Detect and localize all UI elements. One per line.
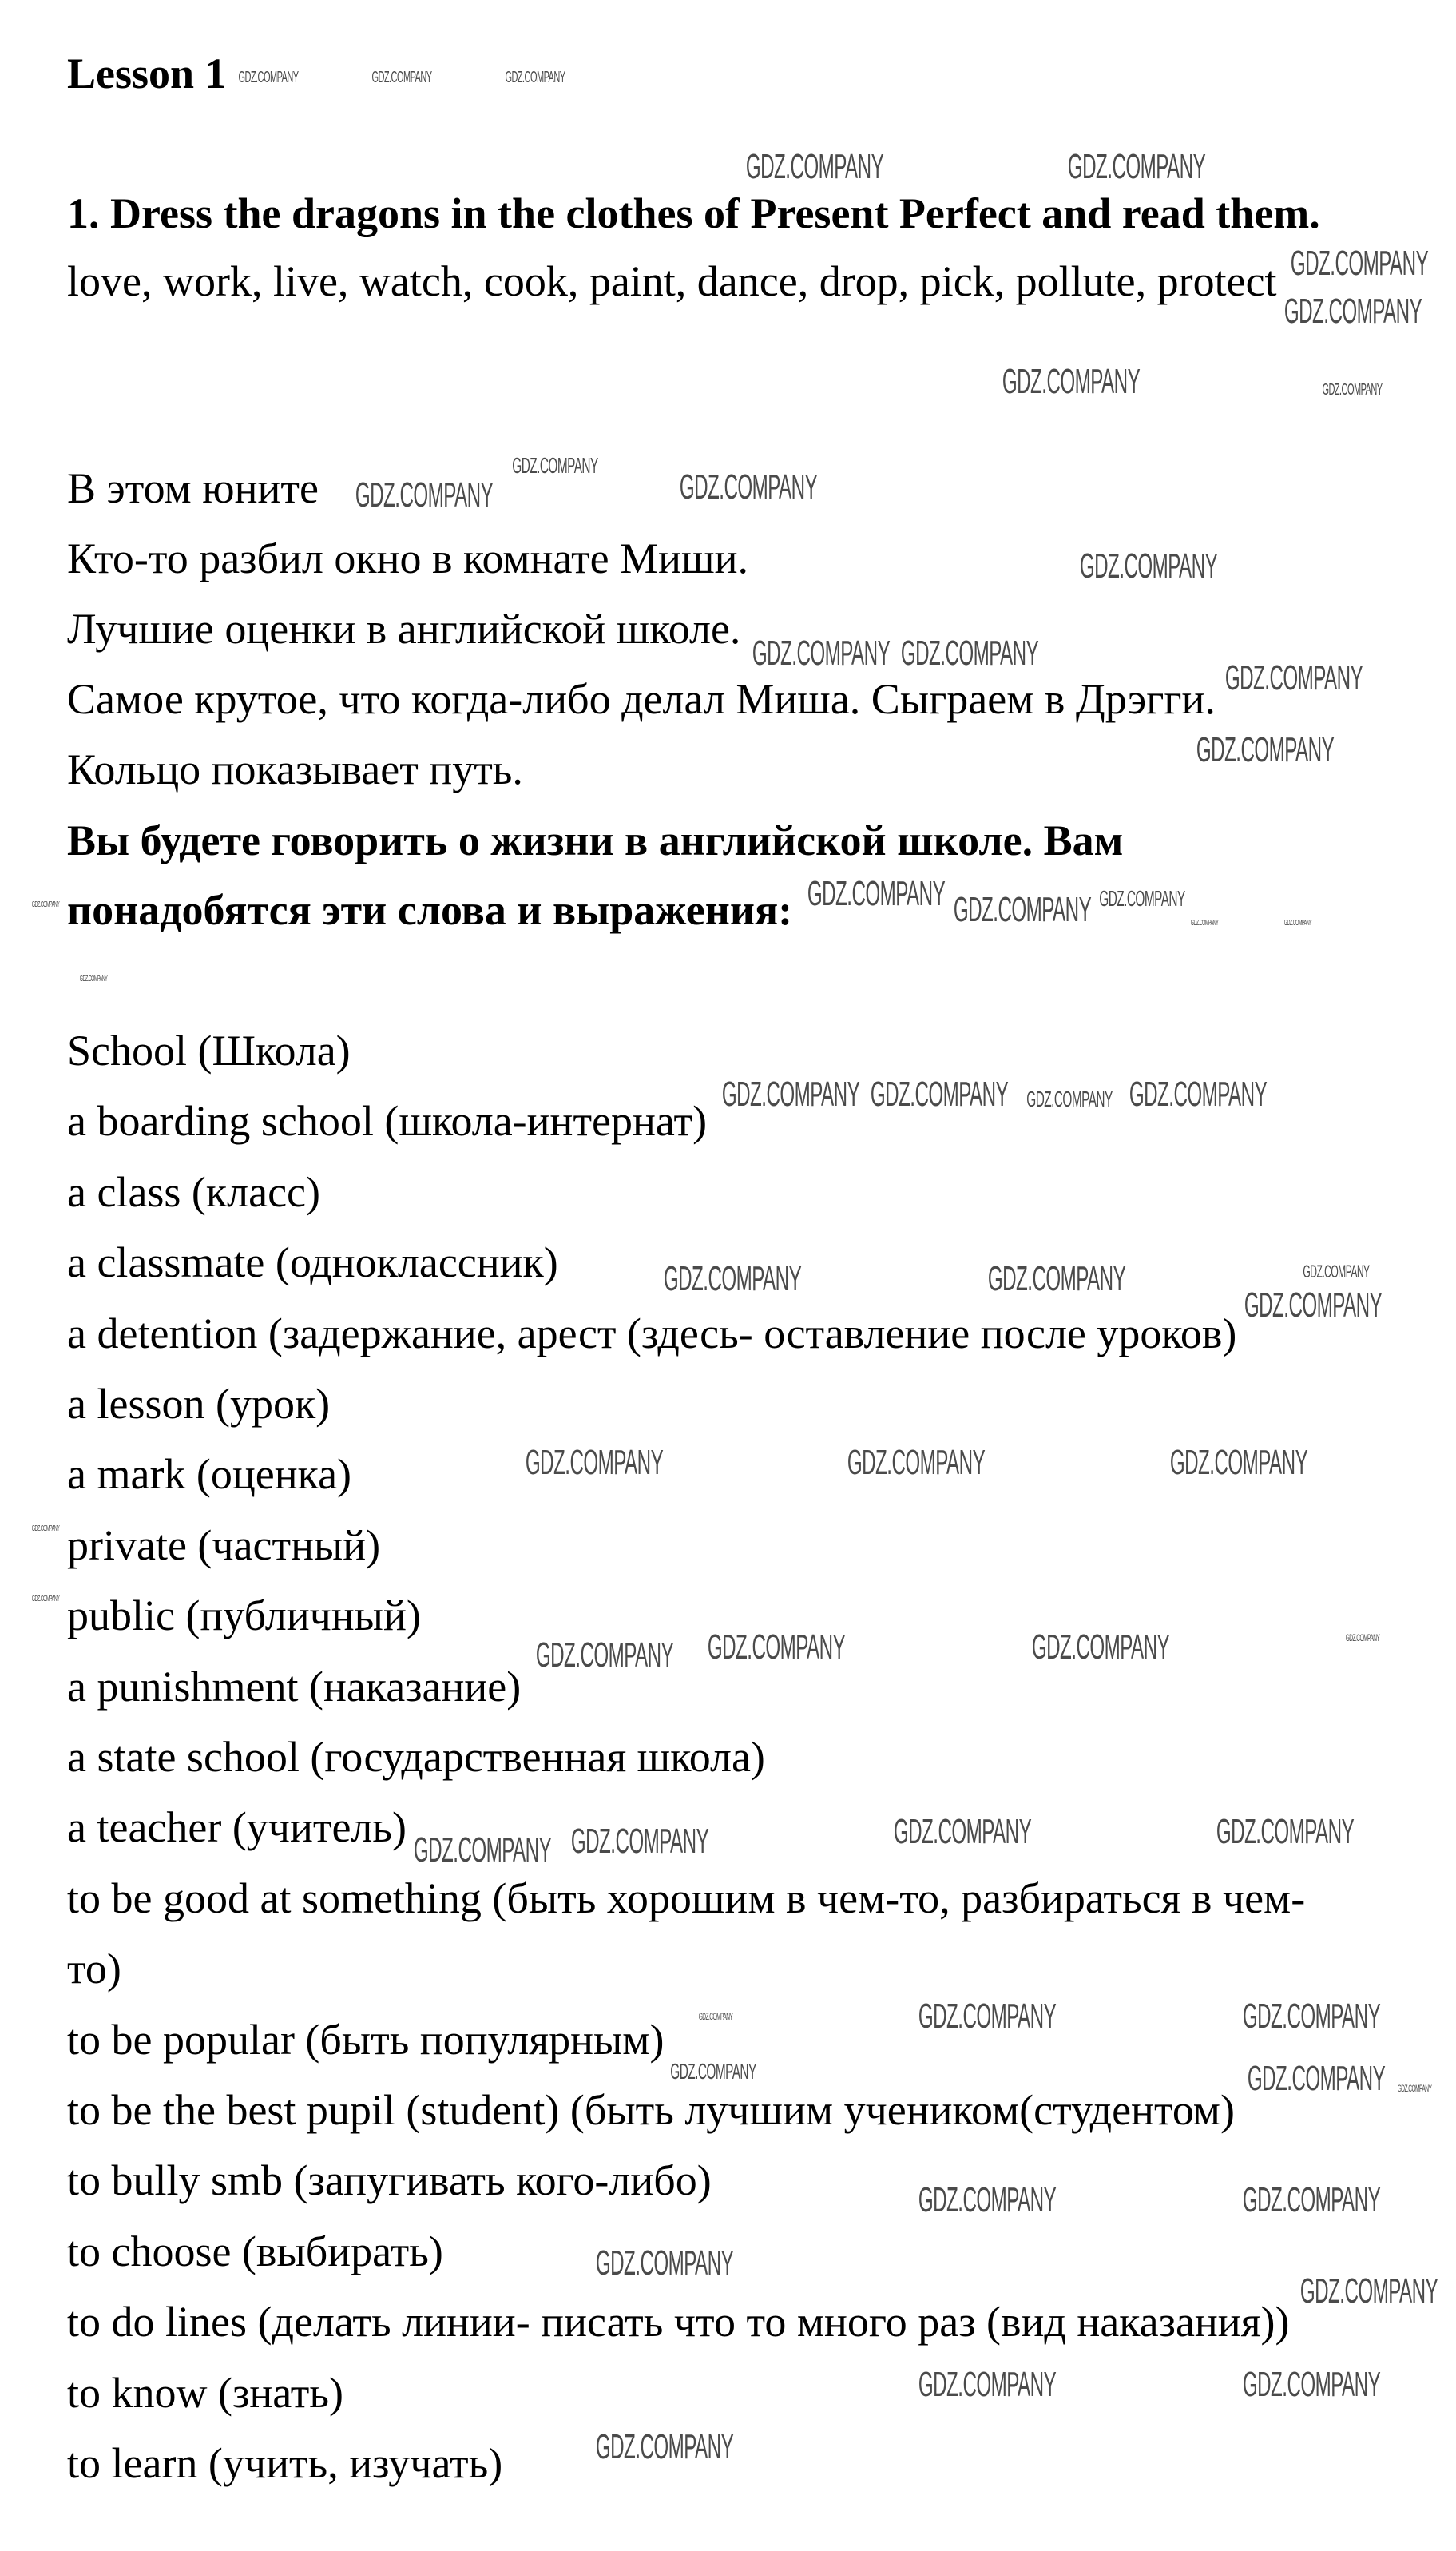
watermark: GDZ.COMPANY xyxy=(847,1443,986,1483)
text-line: a mark (оценка) xyxy=(67,1450,352,1499)
watermark: GDZ.COMPANY xyxy=(1303,1262,1370,1282)
watermark: GDZ.COMPANY xyxy=(893,1811,1032,1851)
watermark: GDZ.COMPANY xyxy=(1129,1074,1267,1114)
text-line: private (частный) xyxy=(67,1520,381,1569)
watermark: GDZ.COMPANY xyxy=(698,2010,733,2022)
watermark: GDZ.COMPANY xyxy=(1290,244,1429,284)
watermark: GDZ.COMPANY xyxy=(954,890,1092,930)
watermark: GDZ.COMPANY xyxy=(870,1074,1009,1114)
watermark: GDZ.COMPANY xyxy=(525,1443,663,1483)
watermark: GDZ.COMPANY xyxy=(1242,1996,1380,2036)
watermark: GDZ.COMPANY xyxy=(371,68,432,86)
watermark: GDZ.COMPANY xyxy=(238,68,299,86)
watermark: GDZ.COMPANY xyxy=(596,2427,734,2467)
watermark: GDZ.COMPANY xyxy=(1397,2083,1431,2095)
text-line: to choose (выбирать) xyxy=(67,2227,443,2275)
text-line: Кольцо показывает путь. xyxy=(67,745,523,793)
text-line: то) xyxy=(67,1945,121,1993)
watermark: GDZ.COMPANY xyxy=(1098,885,1185,911)
watermark: GDZ.COMPANY xyxy=(355,475,494,515)
watermark: GDZ.COMPANY xyxy=(721,1074,860,1114)
lesson-title: Lesson 1 xyxy=(67,50,227,97)
text-line: Самое крутое, что когда-либо делал Миша. Сыграем в Дрэгги. xyxy=(67,675,1216,723)
watermark: GDZ.COMPANY xyxy=(680,467,818,507)
watermark: GDZ.COMPANY xyxy=(807,873,945,913)
text-line: to be the best pupil (student) (быть лучшим учеником(студентом) xyxy=(67,2086,1235,2134)
watermark: GDZ.COMPANY xyxy=(918,1996,1057,2036)
watermark: GDZ.COMPANY xyxy=(1068,146,1206,186)
text-line: love, work, live, watch, cook, paint, dance, drop, pick, pollute, protect xyxy=(67,257,1277,305)
watermark: GDZ.COMPANY xyxy=(987,1258,1125,1298)
heading-line: 1. Dress the dragons in the clothes of Present Perfect and read them. xyxy=(67,189,1320,237)
watermark: GDZ.COMPANY xyxy=(511,452,598,478)
heading-line: Вы будете говорить о жизни в английской школе. Вам xyxy=(67,817,1124,864)
watermark: GDZ.COMPANY xyxy=(1190,918,1219,928)
text-line: a detention (задержание, арест (здесь- оставление после уроков) xyxy=(67,1309,1237,1357)
watermark: GDZ.COMPANY xyxy=(413,1830,552,1870)
watermark: GDZ.COMPANY xyxy=(708,1627,846,1667)
text-line: a punishment (наказание) xyxy=(67,1662,522,1711)
watermark: GDZ.COMPANY xyxy=(745,146,883,186)
text-line: to know (знать) xyxy=(67,2368,343,2417)
text-line: School (Школа) xyxy=(67,1027,351,1075)
watermark: GDZ.COMPANY xyxy=(80,974,108,983)
text-line: to do lines (делать линии- писать что то много раз (вид наказания)) xyxy=(67,2298,1290,2346)
watermark: GDZ.COMPANY xyxy=(1244,1285,1382,1325)
text-line: to be good at something (быть хорошим в чем-то, разбираться в чем- xyxy=(67,1874,1306,1922)
heading-line: понадобятся эти слова и выражения: xyxy=(67,886,793,934)
watermark: GDZ.COMPANY xyxy=(1242,2364,1380,2404)
text-line: a boarding school (школа-интернат) xyxy=(67,1097,708,1146)
text-line: to learn (учить, изучать) xyxy=(67,2439,503,2487)
watermark: GDZ.COMPANY xyxy=(1283,292,1422,332)
watermark: GDZ.COMPANY xyxy=(900,634,1039,674)
text-line: a lesson (урок) xyxy=(67,1380,331,1428)
text-line: Лучшие оценки в английской школе. xyxy=(67,605,741,653)
text-line: to be popular (быть популярным) xyxy=(67,2015,665,2064)
watermark: GDZ.COMPANY xyxy=(1170,1443,1308,1483)
watermark: GDZ.COMPANY xyxy=(596,2243,734,2283)
watermark: GDZ.COMPANY xyxy=(752,633,891,673)
watermark: GDZ.COMPANY xyxy=(670,2058,756,2084)
text-line: В этом юните xyxy=(67,464,319,512)
watermark: GDZ.COMPANY xyxy=(1026,1087,1113,1112)
watermark: GDZ.COMPANY xyxy=(918,2364,1057,2404)
watermark: GDZ.COMPANY xyxy=(1284,918,1312,928)
watermark: GDZ.COMPANY xyxy=(32,1524,60,1533)
watermark: GDZ.COMPANY xyxy=(1225,658,1363,697)
watermark: GDZ.COMPANY xyxy=(1300,2271,1438,2311)
watermark: GDZ.COMPANY xyxy=(1345,1631,1379,1643)
text-line: a class (класс) xyxy=(67,1167,320,1216)
watermark: GDZ.COMPANY xyxy=(1031,1627,1170,1667)
watermark: GDZ.COMPANY xyxy=(1242,2180,1380,2220)
watermark: GDZ.COMPANY xyxy=(535,1635,673,1675)
watermark: GDZ.COMPANY xyxy=(1002,361,1141,401)
watermark: GDZ.COMPANY xyxy=(504,68,565,86)
watermark: GDZ.COMPANY xyxy=(32,900,60,909)
watermark: GDZ.COMPANY xyxy=(32,1595,60,1604)
watermark: GDZ.COMPANY xyxy=(663,1258,801,1298)
text-line: a teacher (учитель) xyxy=(67,1803,407,1852)
watermark: GDZ.COMPANY xyxy=(1322,381,1383,399)
watermark: GDZ.COMPANY xyxy=(1079,546,1218,586)
watermark: GDZ.COMPANY xyxy=(918,2180,1057,2220)
watermark: GDZ.COMPANY xyxy=(1247,2058,1386,2098)
text-line: a classmate (одноклассник) xyxy=(67,1238,558,1287)
watermark: GDZ.COMPANY xyxy=(1196,730,1335,770)
text-line: Кто-то разбил окно в комнате Миши. xyxy=(67,534,749,582)
watermark: GDZ.COMPANY xyxy=(571,1822,709,1862)
text-line: to bully smb (запугивать кого-либо) xyxy=(67,2156,712,2205)
text-line: public (публичный) xyxy=(67,1591,421,1640)
text-line: a state school (государственная школа) xyxy=(67,1733,765,1781)
watermark: GDZ.COMPANY xyxy=(1216,1811,1355,1851)
